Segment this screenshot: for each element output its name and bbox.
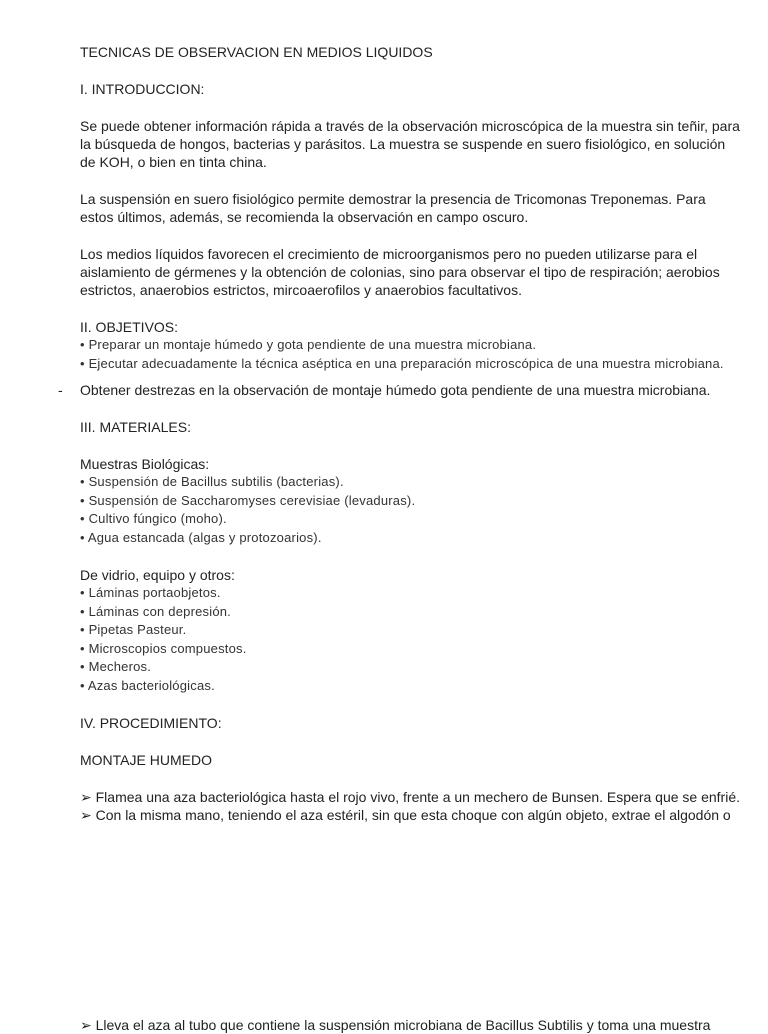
document-title: TECNICAS DE OBSERVACION EN MEDIOS LIQUIDOS: [80, 44, 433, 60]
list-item: • Cultivo fúngico (moho).: [80, 511, 227, 526]
muestras-heading: Muestras Biológicas:: [80, 456, 210, 472]
intro-paragraph-3: Los medios líquidos favorecen el crecimiento de microorganismos pero no pueden utilizarse para el aislamiento de gérmenes y la obtención de colonias, sino para observar el tipo de respiración; aerobios estrictos, anaerobios estrictos, mircoaerofilos y anaerobios facultativos.: [80, 246, 720, 298]
list-item: • Agua estancada (algas y protozoarios).: [80, 529, 322, 545]
procedure-step: ➢ Con la misma mano, teniendo el aza estéril, sin que esta choque con algún objeto, extrae el algodón o: [80, 807, 731, 823]
section-heading-objetivos: II. OBJETIVOS:: [80, 319, 179, 335]
list-item: • Láminas con depresión.: [80, 603, 231, 619]
dash-marker: -: [58, 382, 63, 398]
objetivos-list: [80, 336, 740, 373]
montaje-humedo-heading: MONTAJE HUMEDO: [80, 752, 212, 768]
procedure-step: ➢ Flamea una aza bacteriológica hasta el rojo vivo, frente a un mechero de Bunsen. Espera que se enfrié.: [80, 789, 741, 805]
procedure-steps: [80, 788, 740, 824]
list-item: • Preparar un montaje húmedo y gota pendiente de una muestra microbiana.: [80, 337, 537, 352]
dash-list-item: [58, 381, 740, 399]
list-item: • Suspensión de Bacillus subtilis (bacterias).: [80, 474, 344, 489]
list-item: • Mecheros.: [80, 659, 152, 674]
vidrio-heading: De vidrio, equipo y otros:: [80, 567, 235, 583]
list-item: • Ejecutar adecuadamente la técnica aséptica en una preparación microscópica de una muestra microbiana.: [80, 355, 724, 371]
cutoff-text-line: ➢ Lleva el aza al tubo que contiene la suspensión microbiana de Bacillus Subtilis y toma una muestra: [80, 1017, 711, 1033]
document-page: [58, 43, 741, 824]
vidrio-list: [80, 584, 740, 695]
list-item: • Láminas portaobjetos.: [80, 585, 221, 600]
list-item: • Suspensión de Saccharomyses cerevisiae (levaduras).: [80, 492, 416, 508]
intro-paragraph-2: La suspensión en suero fisiológico permite demostrar la presencia de Tricomonas Treponemas. Para estos últimos, además, se recomienda la observación en campo oscuro.: [80, 191, 706, 225]
list-item: • Azas bacteriológicas.: [80, 677, 215, 693]
dash-item-text: Obtener destrezas en la observación de montaje húmedo gota pendiente de una muestra microbiana.: [80, 382, 711, 398]
section-heading-materiales: III. MATERIALES:: [80, 419, 191, 435]
list-item: • Pipetas Pasteur.: [80, 622, 187, 637]
list-item: • Microscopios compuestos.: [80, 640, 247, 656]
intro-paragraph-1: Se puede obtener información rápida a través de la observación microscópica de la muestra sin teñir, para la búsqueda de hongos, bacterias y parásitos. La muestra se suspende en suero fisiológico, en solución de KOH, o bien en tinta china.: [80, 118, 740, 170]
muestras-list: [80, 473, 740, 547]
section-heading-procedimiento: IV. PROCEDIMIENTO:: [80, 715, 222, 731]
section-heading-introduccion: I. INTRODUCCION:: [80, 81, 205, 97]
